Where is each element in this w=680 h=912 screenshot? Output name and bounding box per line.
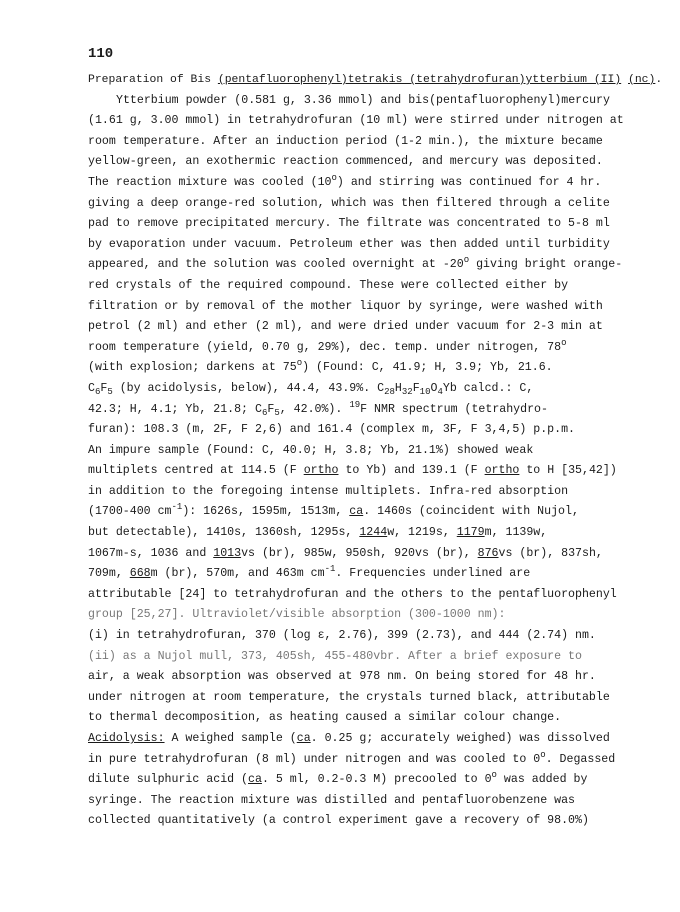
degree-sup: o xyxy=(540,749,546,760)
degree-sup: o xyxy=(331,172,337,183)
text-line-17: furan): 108.3 (m, 2F, F 2,6) and 161.4 (complex m, 3F, F 3,4,5) p.p.m. xyxy=(88,423,576,437)
acidolysis-heading: Acidolysis: xyxy=(88,732,165,745)
text-run: dilute sulphuric acid ( xyxy=(88,773,249,787)
underlined-frequency: 1244 xyxy=(359,526,388,540)
formula-run: F xyxy=(267,402,275,416)
formula-run: F xyxy=(412,381,420,395)
formula-sub: 28 xyxy=(384,386,395,397)
heading-code: (nc) xyxy=(628,74,656,86)
text-line-23 xyxy=(88,544,608,565)
text-run: . 0.25 g; accurately weighed) was dissolved xyxy=(310,732,610,745)
degree-sup: o xyxy=(463,255,470,266)
text-run: . 5 ml, 0.2-0.3 M) precooled to 0 xyxy=(261,773,492,787)
text-run: Yb calcd.: C, xyxy=(442,381,534,395)
text-line-25: attributable [24] to tetrahydrofuran and the others to the pentafluorophenyl xyxy=(88,587,617,601)
formula-run: C xyxy=(377,381,385,395)
text-line-10: red crystals of the required compound. These were collected either by xyxy=(88,278,569,292)
text-line-13 xyxy=(88,338,608,359)
text-run: vs (br), 837sh, xyxy=(498,546,603,560)
text-run: 42.3; H, 4.1; Yb, 21.8; xyxy=(88,402,255,416)
text-line-1: Ytterbium powder (0.581 g, 3.36 mmol) and bis(pentafluorophenyl)mercury xyxy=(116,93,610,107)
text-run: to H [35,42]) xyxy=(519,464,617,478)
text-line-7: pad to remove precipitated mercury. The filtrate was concentrated to 5-8 ml xyxy=(88,217,610,231)
text-run: . 1460s (coincident with Nujol, xyxy=(363,505,579,519)
underlined-frequency: 1179 xyxy=(456,526,485,540)
formula-run: O xyxy=(430,381,438,395)
text-run: m (br), 570m, and 463m cm xyxy=(150,567,325,581)
text-line-9 xyxy=(88,255,623,276)
text-line-21 xyxy=(88,502,608,523)
text-run: m, 1139w, xyxy=(484,526,548,540)
formula-sub: 5 xyxy=(274,407,280,418)
formula-sub: 5 xyxy=(107,386,113,397)
text-run: (with explosion; darkens at 75 xyxy=(88,361,297,375)
text-run: F NMR spectrum (tetrahydro- xyxy=(360,402,548,416)
text-run: (1700-400 cm xyxy=(88,505,172,519)
text-line-26: group [25,27]. Ultraviolet/visible absorption (300-1000 nm): xyxy=(88,608,506,622)
text-line-33 xyxy=(88,749,616,771)
underlined-term: ortho xyxy=(484,464,520,478)
text-line-6: giving a deep orange-red solution, which was then filtered through a celite xyxy=(88,196,610,210)
degree-sup: o xyxy=(561,337,567,348)
text-line-3: room temperature. After an induction period (1-2 min.), the mixture became xyxy=(88,134,603,148)
text-run: A weighed sample ( xyxy=(164,732,297,745)
text-line-36: collected quantitatively (a control experiment gave a recovery of 98.0%) xyxy=(88,814,589,828)
text-line-34 xyxy=(88,770,608,791)
text-line-20: in addition to the foregoing intense multiplets. Infra-red absorption xyxy=(88,484,569,498)
text-run: ) (Found: C, 41.9; H, 3.9; Yb, 21.6. xyxy=(302,361,553,375)
text-run: giving bright orange- xyxy=(469,258,623,272)
unit-sup: -1 xyxy=(171,502,183,513)
text-run: w, 1219s, xyxy=(387,526,457,540)
isotope-sup: 19 xyxy=(349,399,361,410)
text-run: was added by xyxy=(496,773,588,787)
text-line-15 xyxy=(88,379,608,400)
text-run: ): 1626s, 1595m, 1513m, xyxy=(182,505,350,519)
text-line-18: An impure sample (Found: C, 40.0; H, 3.8; Yb, 21.1%) showed weak xyxy=(88,443,534,457)
underlined-term: ortho xyxy=(303,464,339,478)
text-run: to Yb) and 139.1 (F xyxy=(338,464,485,478)
text-run: room temperature (yield, 0.70 g, 29%), dec. temp. under nitrogen, 78 xyxy=(88,340,562,354)
text-run: in pure tetrahydrofuran (8 ml) under nitrogen and was cooled to 0 xyxy=(88,752,541,766)
text-line-11: filtration or by removal of the mother liquor by syringe, were washed with xyxy=(88,299,603,313)
text-run: appeared, and the solution was cooled overnight at -20 xyxy=(88,258,464,272)
text-run: . Degassed xyxy=(545,752,616,766)
heading-post: . xyxy=(655,74,663,86)
text-line-31: to thermal decomposition, as heating caused a similar colour change. xyxy=(88,711,562,725)
heading-pre: Preparation of Bis xyxy=(88,74,218,86)
text-line-14 xyxy=(88,358,608,379)
text-run: The reaction mixture was cooled (10 xyxy=(88,175,332,189)
formula-run: F xyxy=(100,381,108,395)
unit-sup: -1 xyxy=(324,564,336,575)
formula-run: H xyxy=(394,381,402,395)
text-run: multiplets centred at 114.5 (F xyxy=(88,464,304,478)
formula-sub: 6 xyxy=(261,407,268,418)
document-body xyxy=(88,70,663,832)
page-number: 110 xyxy=(88,46,114,62)
formula-sub: 6 xyxy=(94,386,101,397)
text-run: 709m, xyxy=(88,567,130,581)
underlined-frequency: 1013 xyxy=(213,546,242,560)
underlined-term: ca xyxy=(248,773,262,787)
degree-sup: o xyxy=(296,358,303,369)
text-line-29: air, a weak absorption was observed at 978 nm. On being stored for 48 hr. xyxy=(88,670,596,684)
degree-sup: o xyxy=(491,770,497,781)
text-line-19 xyxy=(88,461,617,482)
formula-run: C xyxy=(254,402,262,416)
text-line-32 xyxy=(88,729,608,750)
text-line-30: under nitrogen at room temperature, the crystals turned black, attributable xyxy=(88,690,610,704)
text-line-8: by evaporation under vacuum. Petroleum ether was then added until turbidity xyxy=(88,237,610,251)
text-line-27: (i) in tetrahydrofuran, 370 (log ε, 2.76), 399 (2.73), and 444 (2.74) nm. xyxy=(88,629,596,643)
text-run: but detectable), 1410s, 1360sh, 1295s, xyxy=(88,526,360,540)
formula-run: C xyxy=(88,381,95,395)
text-run: . Frequencies underlined are xyxy=(335,567,531,581)
text-run: ) and stirring was continued for 4 hr. xyxy=(336,175,602,189)
text-run: 1067m-s, 1036 and xyxy=(88,546,214,560)
text-run: (by acidolysis, below), 44.4, 43.9%. xyxy=(112,381,378,395)
text-line-28: (ii) as a Nujol mull, 373, 405sh, 455-480vbr. After a brief exposure to xyxy=(88,649,582,663)
underlined-term: ca xyxy=(349,505,364,519)
text-line-4: yellow-green, an exothermic reaction commenced, and mercury was deposited. xyxy=(88,155,603,169)
formula-sub: 10 xyxy=(419,386,431,397)
text-line-16 xyxy=(88,400,608,421)
text-run: , 42.0%). xyxy=(279,402,350,416)
text-line-35: syringe. The reaction mixture was distilled and pentafluorobenzene was xyxy=(88,793,576,807)
underlined-term: ca xyxy=(296,732,311,745)
section-heading xyxy=(88,70,663,91)
text-line-5 xyxy=(88,173,608,194)
text-line-2: (1.61 g, 3.00 mmol) in tetrahydrofuran (10 ml) were stirred under nitrogen at xyxy=(88,114,624,128)
formula-sub: 4 xyxy=(437,386,443,397)
underlined-frequency: 876 xyxy=(477,546,499,560)
heading-mid xyxy=(621,74,628,86)
text-run: vs (br), 985w, 950sh, 920vs (br), xyxy=(241,546,478,560)
underlined-frequency: 668 xyxy=(129,567,151,581)
text-line-12: petrol (2 ml) and ether (2 ml), and were dried under vacuum for 2-3 min at xyxy=(88,320,603,334)
heading-compound: (pentafluorophenyl)tetrakis (tetrahydrofuran)ytterbium (II) xyxy=(217,74,622,86)
text-line-22 xyxy=(88,523,608,544)
text-line-24 xyxy=(88,564,608,585)
formula-sub: 32 xyxy=(401,386,413,397)
